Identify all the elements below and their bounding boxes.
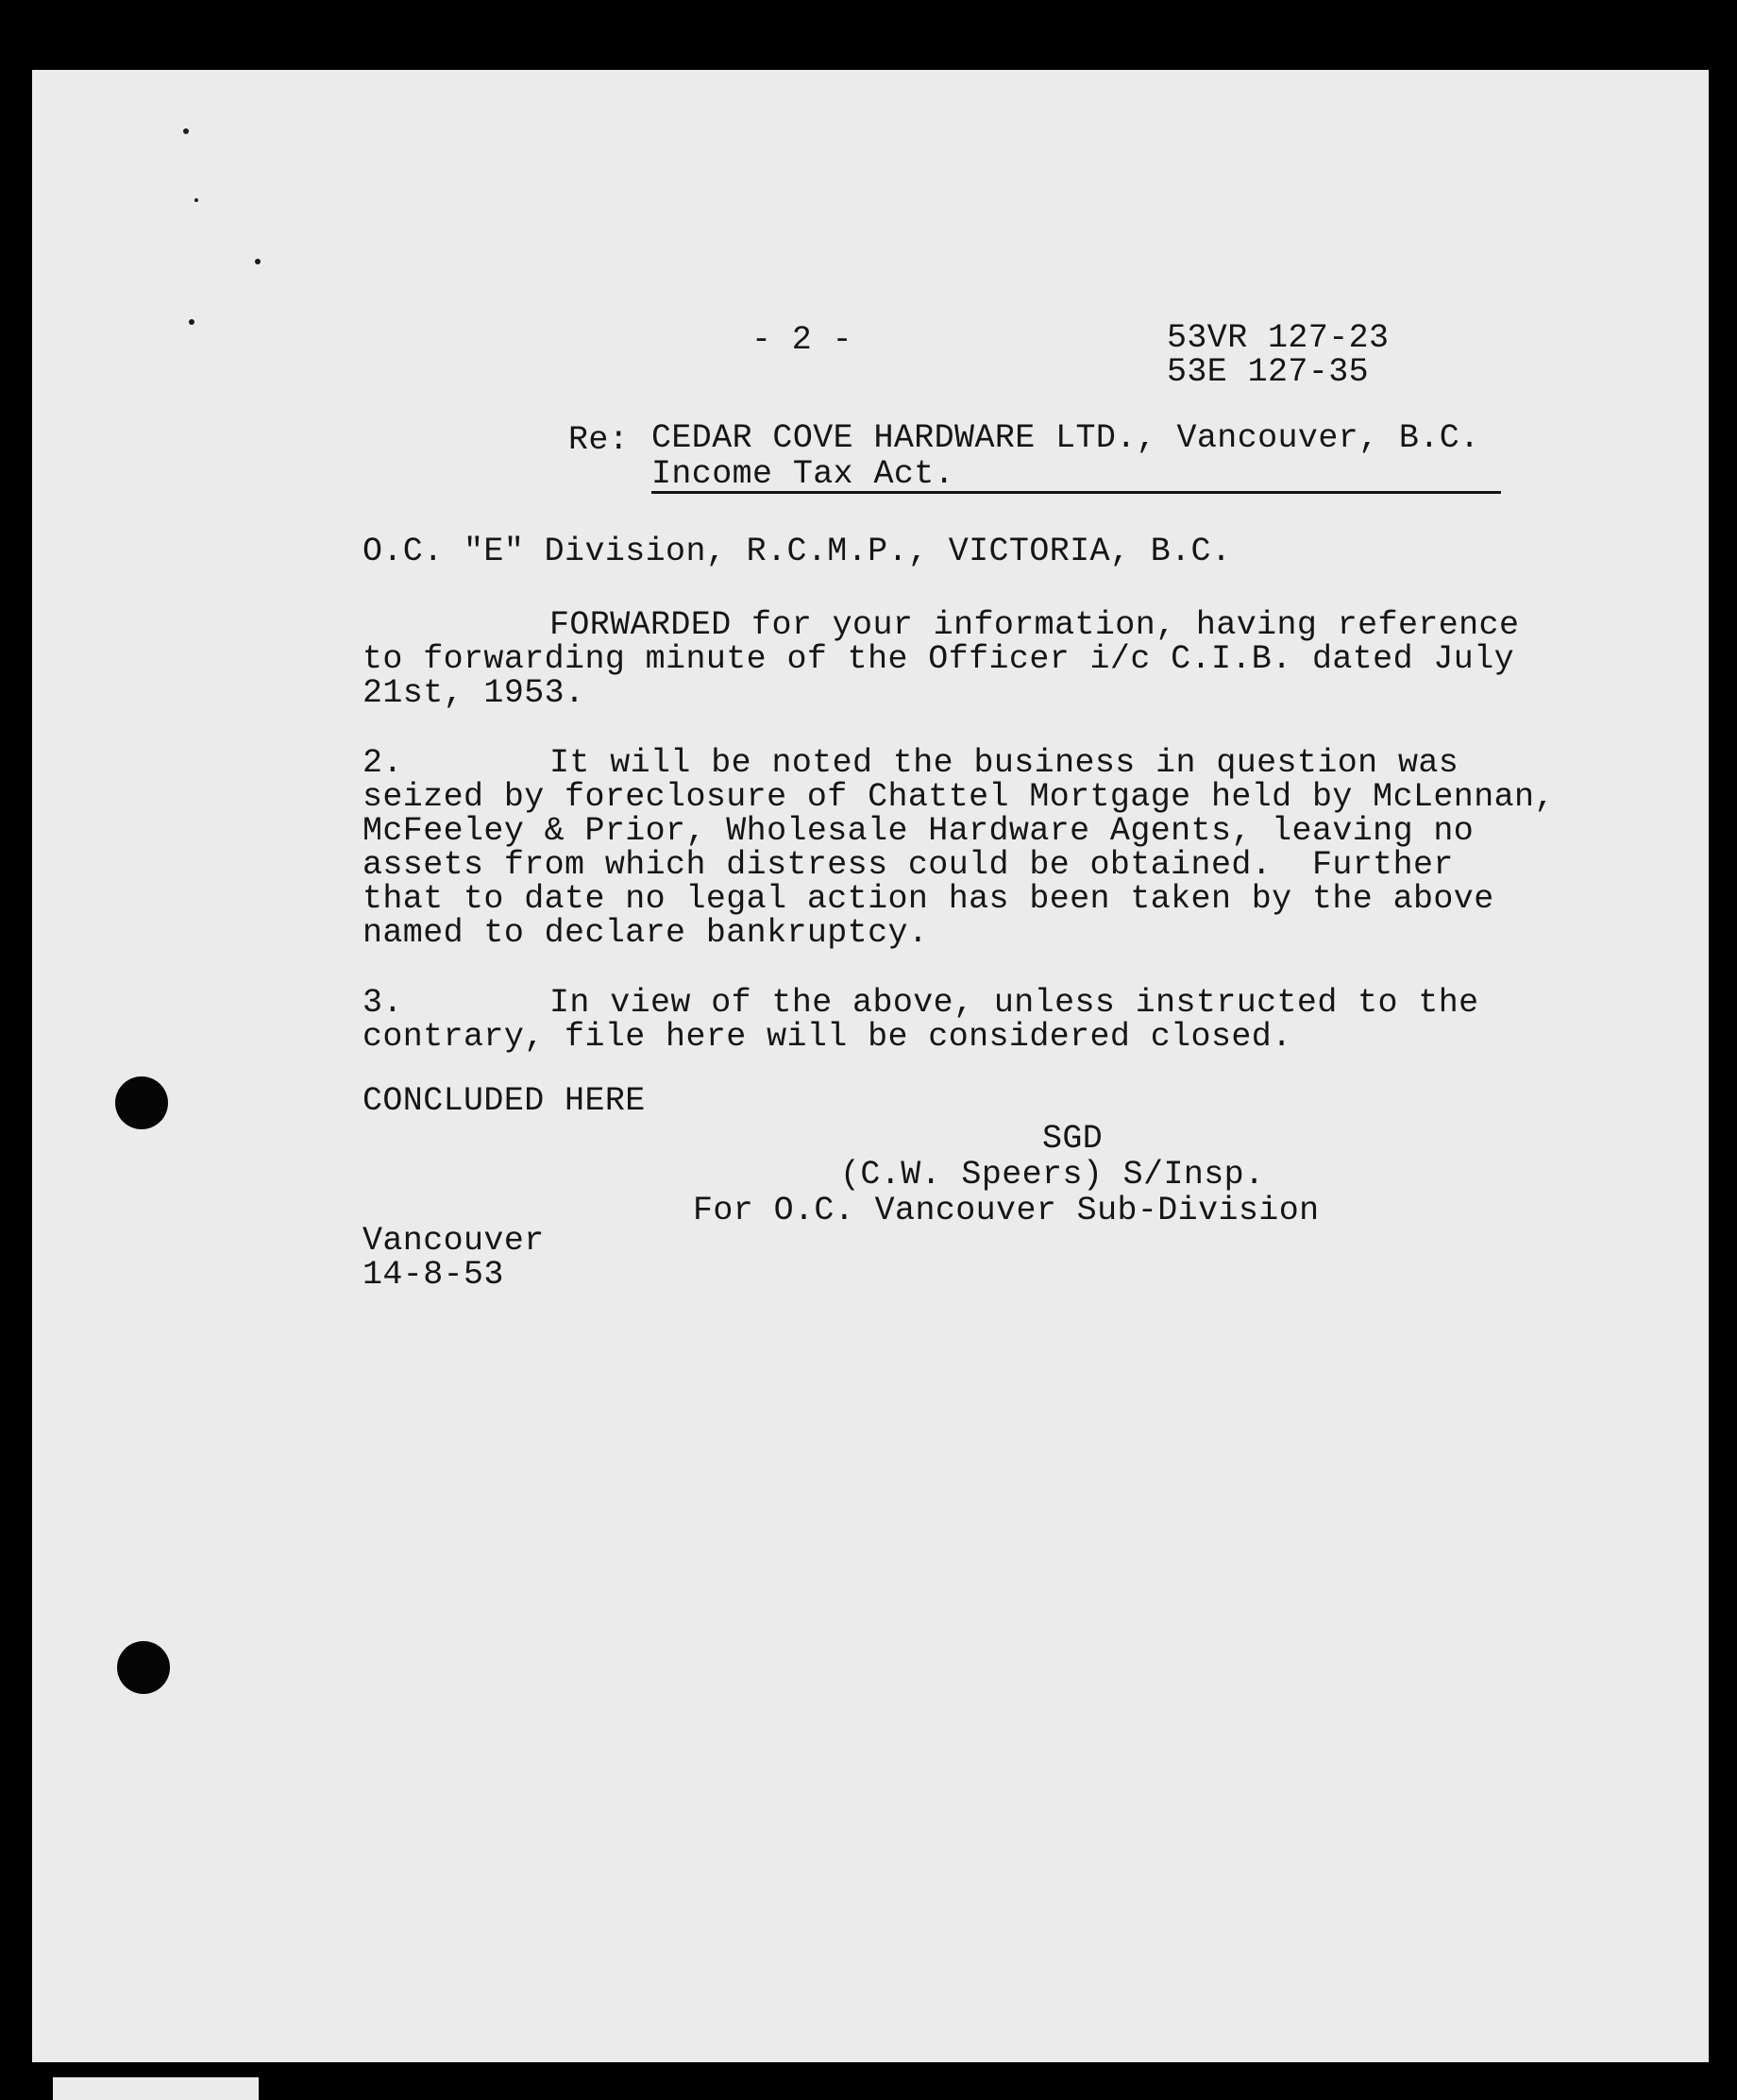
date: 14-8-53 bbox=[363, 1256, 504, 1294]
paragraph-line: 21st, 1953. bbox=[363, 674, 585, 712]
margin-speck bbox=[189, 319, 194, 325]
signature-title: For O.C. Vancouver Sub-Division bbox=[693, 1192, 1320, 1229]
subject-act: Income Tax Act. bbox=[651, 457, 1501, 494]
paragraph-line: FORWARDED for your information, having reference bbox=[549, 606, 1520, 644]
subject-line: CEDAR COVE HARDWARE LTD., Vancouver, B.C. bbox=[651, 419, 1480, 457]
margin-strip bbox=[53, 2077, 259, 2100]
paragraph-line: McFeeley & Prior, Wholesale Hardware Agents, leaving no bbox=[363, 812, 1475, 850]
punch-hole-upper bbox=[115, 1076, 168, 1129]
margin-speck bbox=[194, 198, 198, 202]
paragraph-line: seized by foreclosure of Chattel Mortgage held by McLennan, bbox=[363, 778, 1555, 816]
paragraph-number: 2. bbox=[363, 744, 403, 782]
addressee: O.C. "E" Division, R.C.M.P., VICTORIA, B.C. bbox=[363, 533, 1232, 570]
paragraph-line: In view of the above, unless instructed to the bbox=[549, 984, 1479, 1022]
paragraph-number: 3. bbox=[363, 984, 403, 1022]
concluded-note: CONCLUDED HERE bbox=[363, 1082, 646, 1120]
signature-sgd: SGD bbox=[1042, 1120, 1104, 1158]
page-number: - 2 - bbox=[751, 321, 853, 359]
paragraph-line: that to date no legal action has been taken by the above bbox=[363, 880, 1494, 918]
paragraph-line: contrary, file here will be considered closed. bbox=[363, 1018, 1292, 1056]
subject-prefix: Re: bbox=[568, 421, 630, 459]
punch-hole-lower bbox=[117, 1641, 170, 1694]
margin-speck bbox=[255, 259, 261, 264]
paragraph-line: assets from which distress could be obtained. Further bbox=[363, 846, 1454, 884]
paragraph-line: named to declare bankruptcy. bbox=[363, 914, 929, 952]
signature-name: (C.W. Speers) S/Insp. bbox=[840, 1156, 1265, 1194]
paragraph-line: It will be noted the business in question was bbox=[549, 744, 1459, 782]
paragraph-line: to forwarding minute of the Officer i/c C.I.B. dated July bbox=[363, 640, 1514, 678]
file-reference: 53E 127-35 bbox=[1167, 353, 1370, 391]
file-reference: 53VR 127-23 bbox=[1167, 319, 1390, 357]
margin-speck bbox=[183, 128, 189, 134]
place: Vancouver bbox=[363, 1222, 545, 1260]
document-page bbox=[32, 70, 1709, 2062]
